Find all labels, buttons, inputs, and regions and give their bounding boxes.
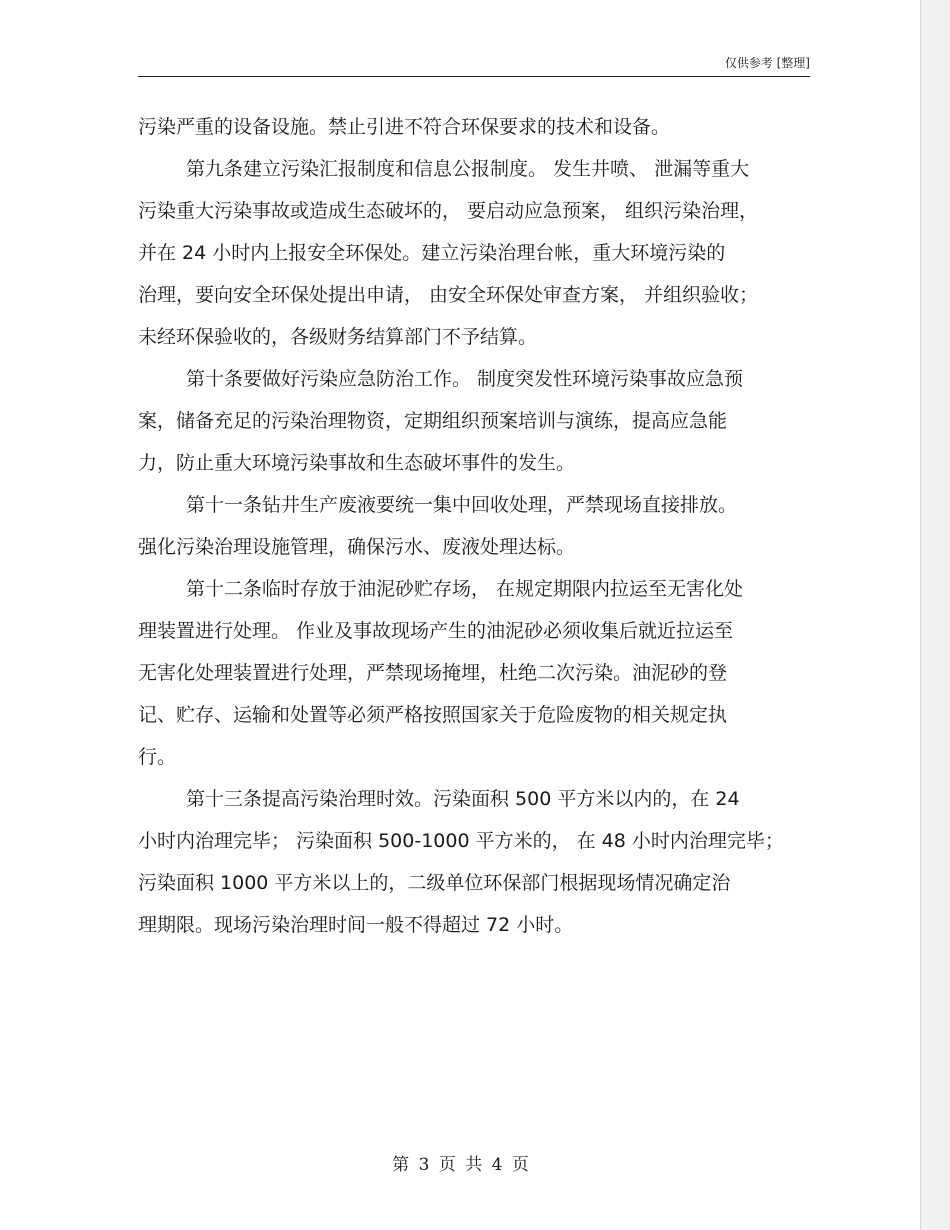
document-body bbox=[138, 106, 818, 946]
text-line: 污染严重的设备设施。禁止引进不符合环保要求的技术和设备。 bbox=[138, 116, 671, 138]
text-line: 理期限。现场污染治理时间一般不得超过 72 小时。 bbox=[138, 914, 574, 936]
page-header bbox=[138, 52, 810, 77]
text-line: 理装置进行处理。 作业及事故现场产生的油泥砂必须收集后就近拉运至 bbox=[138, 620, 734, 642]
text-line: 无害化处理装置进行处理，严禁现场掩埋，杜绝二次污染。油泥砂的登 bbox=[138, 662, 728, 684]
text-line: 力，防止重大环境污染事故和生态破坏事件的发生。 bbox=[138, 452, 576, 474]
text-line: 案，储备充足的污染治理物资，定期组织预案培训与演练，提高应急能 bbox=[138, 410, 728, 432]
text-line: 第十三条提高污染治理时效。污染面积 500 平方米以内的，在 24 bbox=[186, 788, 740, 810]
text-line: 第十二条临时存放于油泥砂贮存场， 在规定期限内拉运至无害化处 bbox=[186, 578, 744, 600]
text-line: 未经环保验收的，各级财务结算部门不予结算。 bbox=[138, 326, 538, 348]
text-line: 第九条建立污染汇报制度和信息公报制度。 发生井喷、 泄漏等重大 bbox=[186, 158, 750, 180]
text-line: 强化污染治理设施管理，确保污水、废液处理达标。 bbox=[138, 536, 576, 558]
text-line: 记、贮存、运输和处置等必须严格按照国家关于危险废物的相关规定执 bbox=[138, 704, 728, 726]
text-line: 并在 24 小时内上报安全环保处。建立污染治理台帐，重大环境污染的 bbox=[138, 242, 726, 264]
page-footer: 第 3 页 共 4 页 bbox=[392, 1155, 529, 1175]
text-line: 行。 bbox=[138, 746, 177, 768]
text-line: 小时内治理完毕； 污染面积 500-1000 平方米的， 在 48 小时内治理完毕； bbox=[138, 830, 784, 852]
text-line: 污染重大污染事故或造成生态破坏的， 要启动应急预案， 组织污染治理， bbox=[138, 200, 759, 222]
text-line: 第十一条钻井生产废液要统一集中回收处理，严禁现场直接排放。 bbox=[186, 494, 738, 516]
header-note: 仅供参考 [整理] bbox=[724, 56, 810, 70]
text-line: 治理，要向安全环保处提出申请， 由安全环保处审查方案， 并组织验收； bbox=[138, 284, 759, 306]
text-line: 污染面积 1000 平方米以上的，二级单位环保部门根据现场情况确定治 bbox=[138, 872, 731, 894]
text-line: 第十条要做好污染应急防治工作。 制度突发性环境污染事故应急预 bbox=[186, 368, 744, 390]
